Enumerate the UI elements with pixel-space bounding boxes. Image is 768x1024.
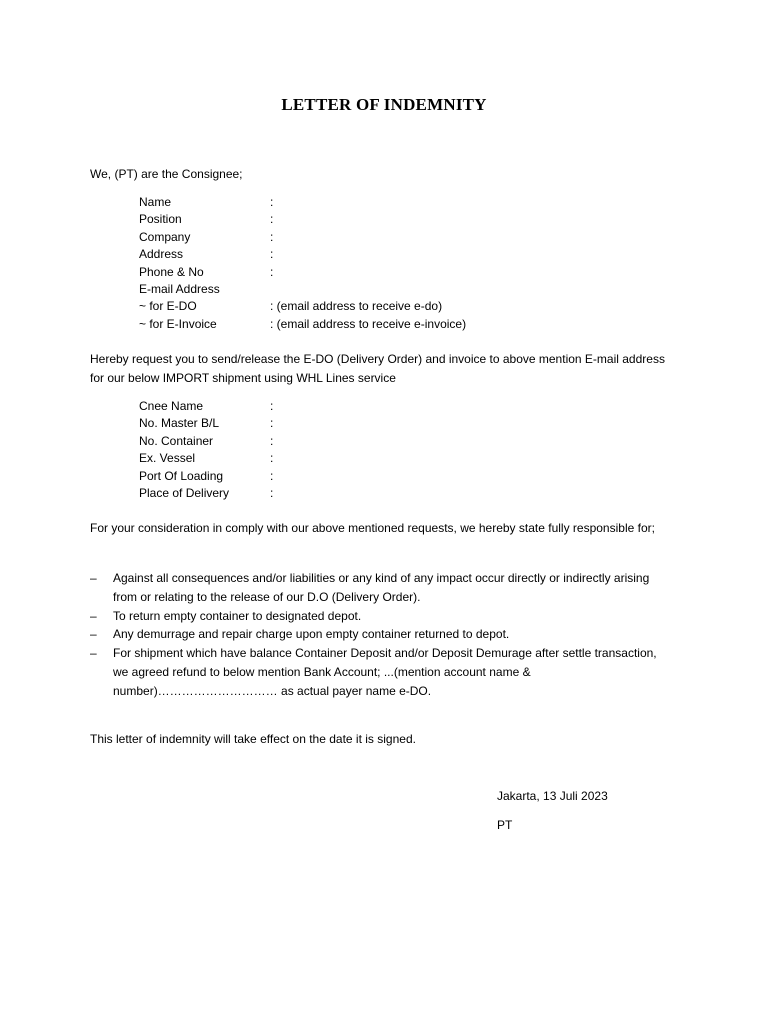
field-label: ~ for E-Invoice <box>139 316 217 331</box>
field-value: : <box>270 247 274 262</box>
field-label: Company <box>139 229 191 244</box>
field-label: Address <box>139 247 184 262</box>
field-value: : (email address to receive e-do) <box>270 299 443 314</box>
field-value: : <box>270 451 274 466</box>
field-label: Position <box>139 212 182 227</box>
responsibility-list <box>90 569 660 701</box>
dash-marker: – <box>90 627 97 642</box>
field-label: Phone & No <box>139 264 204 279</box>
dash-marker: – <box>90 608 97 623</box>
list-item-text: To return empty container to designated depot. <box>113 608 362 623</box>
field-value: : <box>270 195 274 209</box>
list-item <box>90 625 660 644</box>
place-and-date: Jakarta, 13 Juli 2023 <box>497 789 608 803</box>
consignee-intro: We, (PT) are the Consignee; <box>90 167 243 181</box>
field-label: No. Master B/L <box>139 416 220 431</box>
field-label: Place of Delivery <box>139 486 230 500</box>
field-label: E-mail Address <box>139 282 220 296</box>
list-item <box>90 569 660 607</box>
list-item-text: For shipment which have balance Container Deposit and/or Deposit Demurage after settle transaction, we agreed refund to below mention Bank Account; ...(mention account name & number)………………………… as actual payer name e-DO. <box>113 646 657 698</box>
field-value: : (email address to receive e-invoice) <box>270 316 467 331</box>
field-label: Port Of Loading <box>139 468 224 483</box>
field-value: : <box>270 264 274 279</box>
field-label: Ex. Vessel <box>139 451 196 466</box>
consideration-paragraph: For your consideration in comply with our above mentioned requests, we hereby state fully responsible for; <box>90 521 655 535</box>
field-label: Name <box>139 195 172 209</box>
list-item <box>90 607 660 626</box>
dash-marker: – <box>90 571 97 585</box>
signatory: PT <box>497 818 513 832</box>
field-value: : <box>270 399 274 413</box>
list-item <box>90 644 660 700</box>
field-label: ~ for E-DO <box>139 299 197 314</box>
field-label: Cnee Name <box>139 399 204 413</box>
field-label: No. Container <box>139 433 214 448</box>
list-item-text: Any demurrage and repair charge upon empty container returned to depot. <box>113 627 510 642</box>
request-paragraph: Hereby request you to send/release the E-DO (Delivery Order) and invoice to above mention E-mail address for our below IMPORT shipment using WHL Lines service <box>90 352 665 385</box>
field-value: : <box>270 468 274 483</box>
document-title: LETTER OF INDEMNITY <box>281 95 487 114</box>
list-item-text: Against all consequences and/or liabilities or any kind of any impact occur directly or indirectly arising from or relating to the release of our D.O (Delivery Order). <box>113 571 650 604</box>
closing-statement: This letter of indemnity will take effect on the date it is signed. <box>90 732 416 746</box>
field-value: : <box>270 212 274 227</box>
dash-marker: – <box>90 646 97 661</box>
field-value: : <box>270 433 274 448</box>
field-value: : <box>270 416 274 431</box>
field-value: : <box>270 486 274 500</box>
field-value: : <box>270 229 274 244</box>
